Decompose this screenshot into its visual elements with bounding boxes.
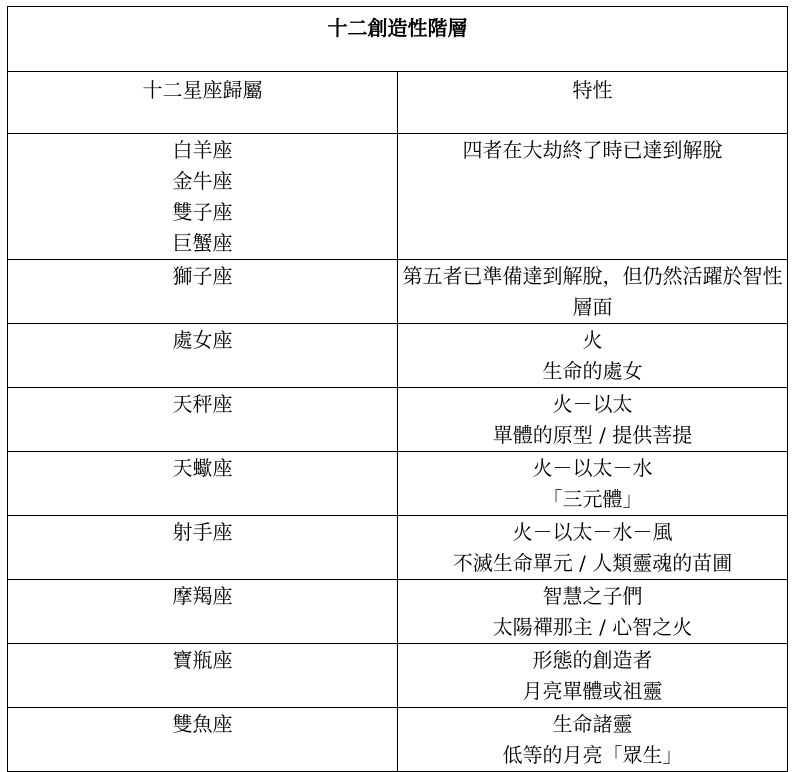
trait-text: 低等的月亮「眾生」 xyxy=(502,743,683,767)
trait-cell xyxy=(398,260,788,324)
zodiac-cell xyxy=(8,388,398,452)
sign-name: 巨蟹座 xyxy=(172,231,233,255)
trait-text: 火 xyxy=(582,328,603,352)
trait-text: 太陽禪那主 / 心智之火 xyxy=(492,615,693,639)
table-row xyxy=(8,516,788,580)
table-row xyxy=(8,644,788,708)
sign-name: 雙魚座 xyxy=(172,712,233,736)
sign-name: 處女座 xyxy=(172,328,233,352)
header-traits: 特性 xyxy=(398,72,788,134)
sign-name: 金牛座 xyxy=(172,169,233,193)
hierarchy-table xyxy=(7,6,788,772)
trait-text: 單體的原型 / 提供菩提 xyxy=(492,423,693,447)
trait-text: 火－以太－水 xyxy=(532,456,653,480)
header-row xyxy=(8,72,788,134)
trait-cell xyxy=(398,644,788,708)
table-row xyxy=(8,580,788,644)
table-row xyxy=(8,452,788,516)
zodiac-cell xyxy=(8,134,398,260)
trait-cell xyxy=(398,516,788,580)
header-zodiac: 十二星座歸屬 xyxy=(8,72,398,134)
trait-cell xyxy=(398,388,788,452)
zodiac-cell xyxy=(8,580,398,644)
trait-text: 四者在大劫終了時已達到解脫 xyxy=(462,138,723,162)
zodiac-cell xyxy=(8,708,398,772)
table-title: 十二創造性階層 xyxy=(8,7,788,72)
sign-name: 獅子座 xyxy=(172,264,233,288)
trait-cell xyxy=(398,452,788,516)
zodiac-cell xyxy=(8,260,398,324)
zodiac-cell xyxy=(8,516,398,580)
trait-text: 火－以太 xyxy=(552,392,633,416)
trait-cell xyxy=(398,708,788,772)
trait-text: 「三元體」 xyxy=(542,487,643,511)
trait-text: 火－以太－水－風 xyxy=(512,520,673,544)
sign-name: 寶瓶座 xyxy=(172,648,233,672)
trait-text: 生命的處女 xyxy=(542,359,643,383)
trait-text: 智慧之子們 xyxy=(542,584,643,608)
table-row xyxy=(8,708,788,772)
table-row xyxy=(8,324,788,388)
trait-cell xyxy=(398,324,788,388)
table-row xyxy=(8,260,788,324)
sign-name: 天秤座 xyxy=(172,392,233,416)
trait-cell xyxy=(398,580,788,644)
sign-name: 摩羯座 xyxy=(172,584,233,608)
trait-text: 生命諸靈 xyxy=(552,712,633,736)
sign-name: 白羊座 xyxy=(172,138,233,162)
trait-text: 月亮單體或祖靈 xyxy=(522,679,663,703)
trait-text: 不滅生命單元 / 人類靈魂的苗圃 xyxy=(452,551,733,575)
table-row xyxy=(8,134,788,260)
sign-name: 天蠍座 xyxy=(172,456,233,480)
zodiac-cell xyxy=(8,324,398,388)
trait-cell xyxy=(398,134,788,260)
sign-name: 雙子座 xyxy=(172,200,233,224)
zodiac-cell xyxy=(8,452,398,516)
title-row xyxy=(8,7,788,72)
zodiac-cell xyxy=(8,644,398,708)
table-row xyxy=(8,388,788,452)
trait-text: 第五者已準備達到解脫，但仍然活躍於智性層面 xyxy=(402,264,783,319)
sign-name: 射手座 xyxy=(172,520,233,544)
trait-text: 形態的創造者 xyxy=(532,648,653,672)
